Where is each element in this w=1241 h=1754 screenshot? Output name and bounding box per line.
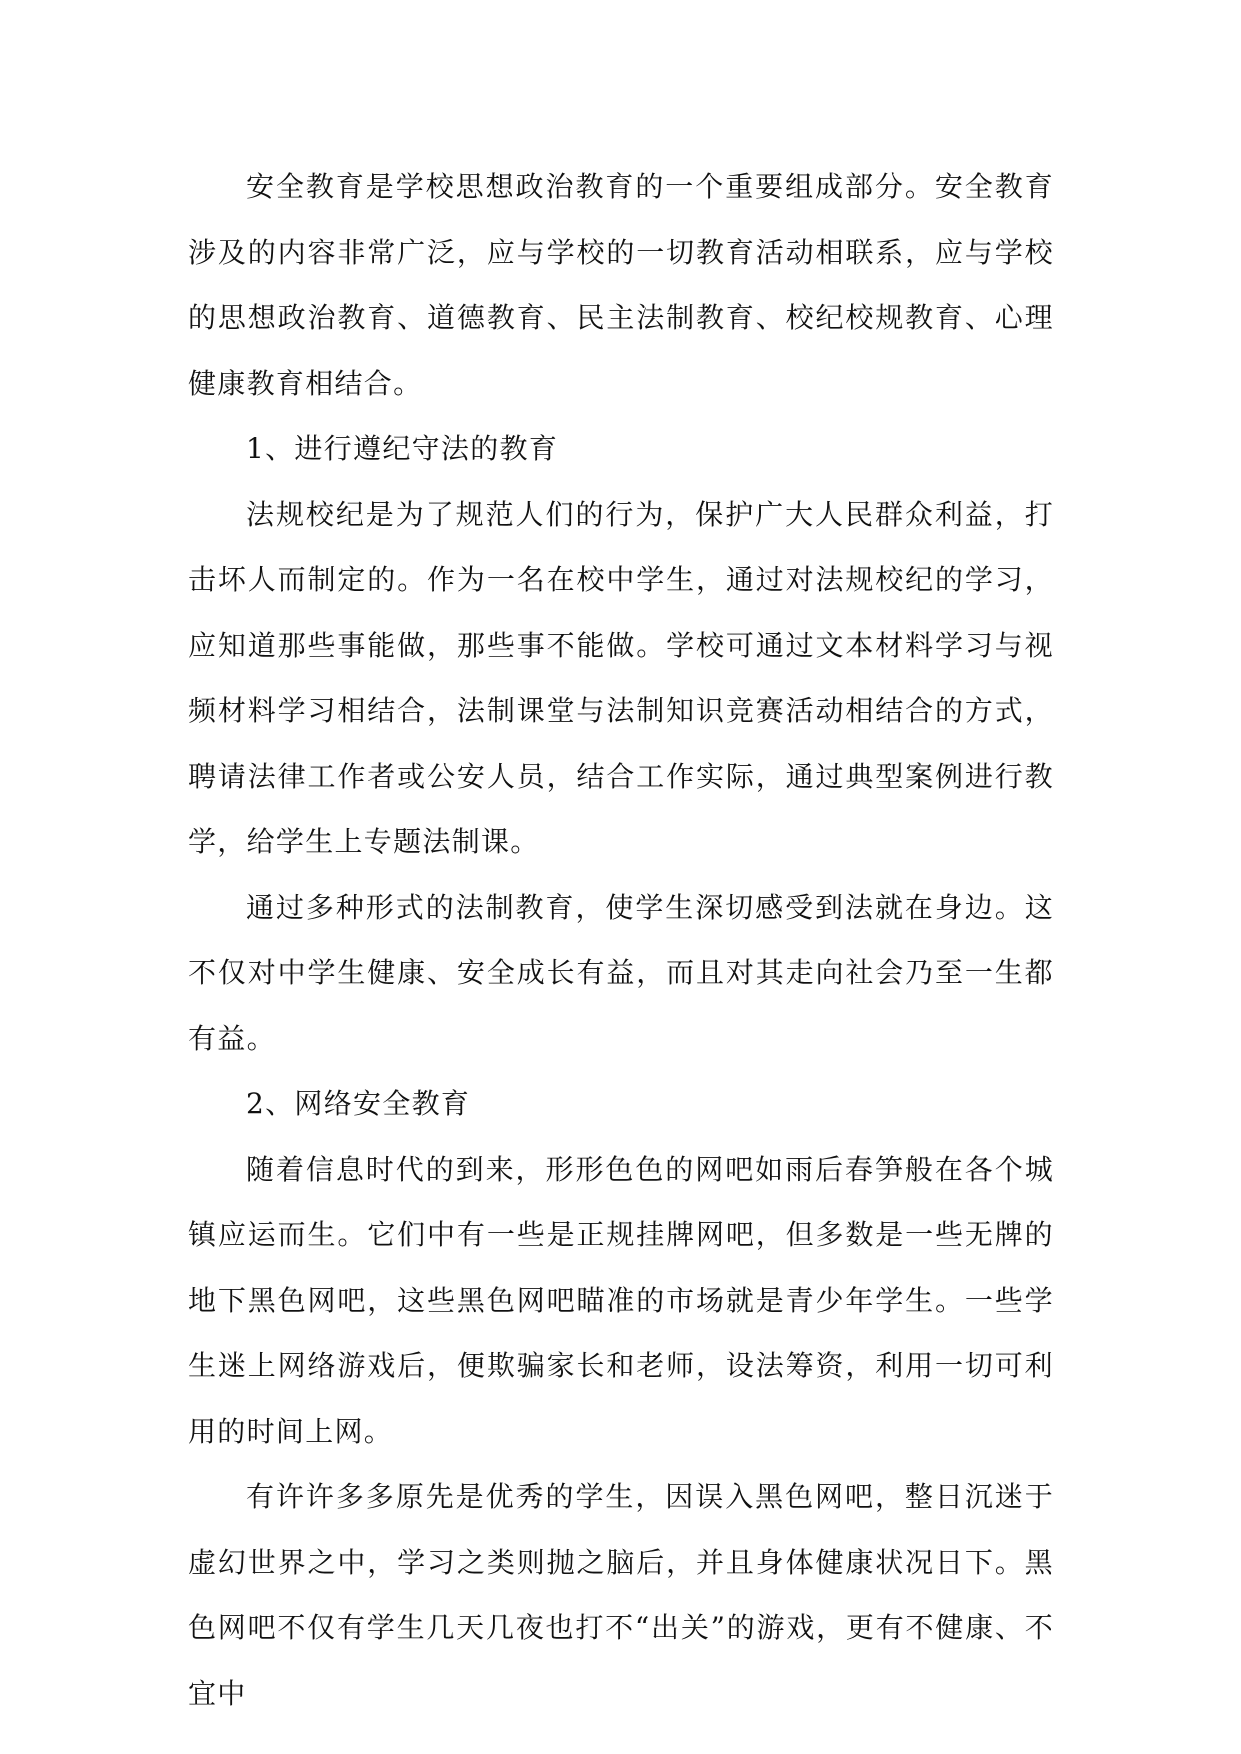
section-heading-1: 1、进行遵纪守法的教育	[246, 432, 559, 465]
paragraph-internet-cafes: 随着信息时代的到来，形形色色的网吧如雨后春笋般在各个城镇应运而生。它们中有一些是正规挂牌网吧，但多数是一些无牌的地下黑色网吧，这些黑色网吧瞄准的市场就是青少年学生。一些学生迷上网络游戏后，便欺骗家长和老师，设法筹资，利用一切可利用的时间上网。	[188, 1152, 1054, 1448]
paragraph-intro: 安全教育是学校思想政治教育的一个重要组成部分。安全教育涉及的内容非常广泛，应与学校的一切教育活动相联系，应与学校的思想政治教育、道德教育、民主法制教育、校纪校规教育、心理健康教育相结合。	[188, 170, 1054, 400]
paragraph-law-education: 法规校纪是为了规范人们的行为，保护广大人民群众利益，打击坏人而制定的。作为一名在校中学生，通过对法规校纪的学习，应知道那些事能做，那些事不能做。学校可通过文本材料学习与视频材料学习相结合，法制课堂与法制知识竞赛活动相结合的方式，聘请法律工作者或公安人员，结合工作实际，通过典型案例进行教学，给学生上专题法制课。	[188, 497, 1054, 858]
paragraph-law-benefit: 通过多种形式的法制教育，使学生深切感受到法就在身边。这不仅对中学生健康、安全成长有益，而且对其走向社会乃至一生都有益。	[188, 890, 1054, 1055]
section-heading-2: 2、网络安全教育	[246, 1087, 471, 1120]
document-body	[188, 154, 1054, 1726]
paragraph-internet-harm: 有许许多多原先是优秀的学生，因误入黑色网吧，整日沉迷于虚幻世界之中，学习之类则抛之脑后，并且身体健康状况日下。黑色网吧不仅有学生几天几夜也打不“出关”的游戏，更有不健康、不宜中	[188, 1480, 1054, 1710]
